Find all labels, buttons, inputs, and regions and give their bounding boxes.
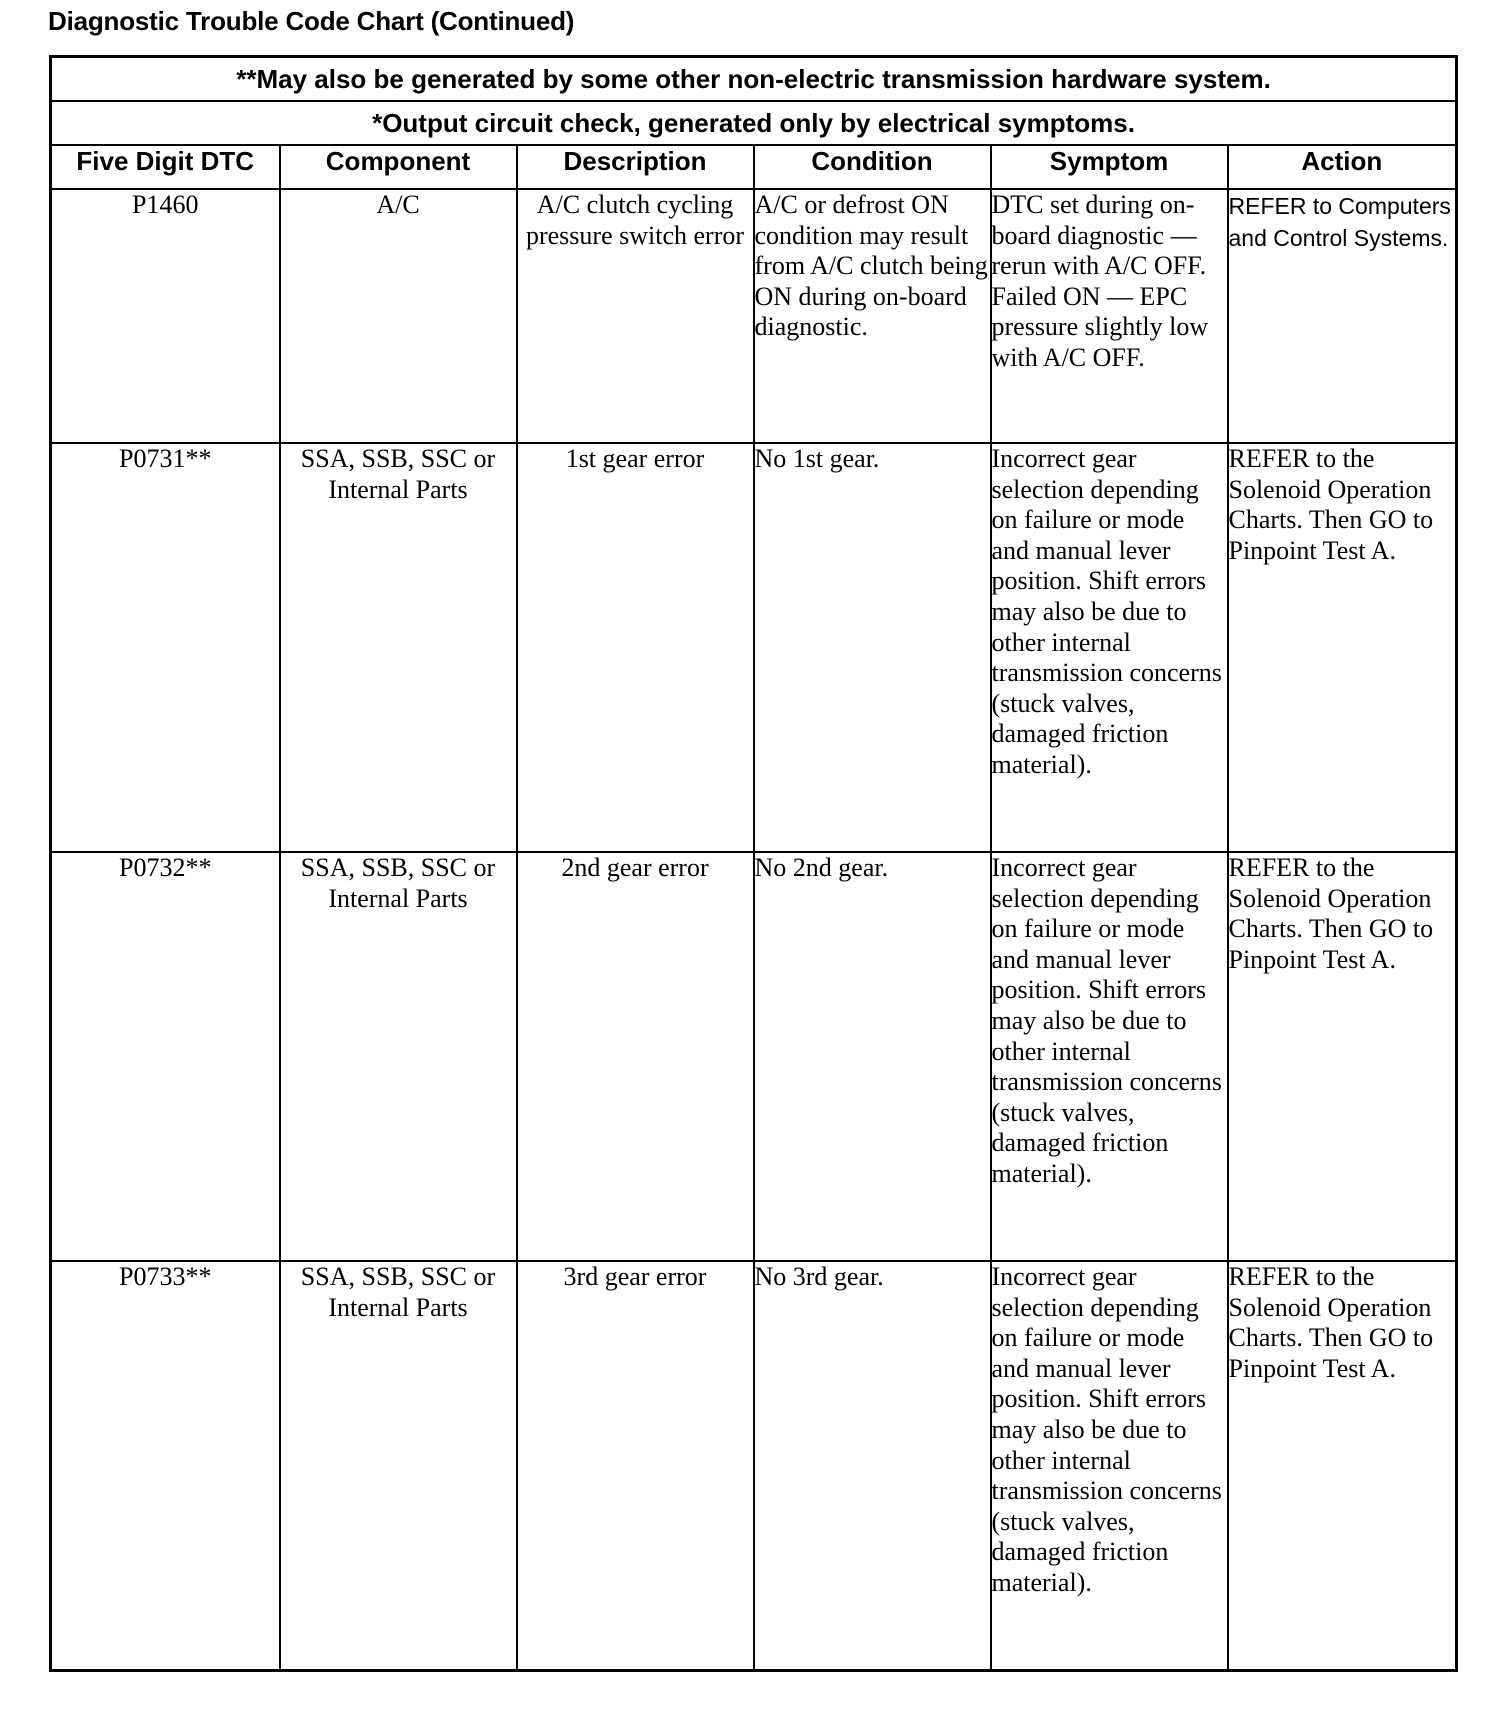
table-row [51,852,1457,1261]
dtc-code-cell: P0731** [51,443,280,852]
header-action: Action [1228,145,1457,189]
action-cell: REFER to the Solenoid Operation Charts. Then GO to Pinpoint Test A. [1228,852,1457,1261]
condition-cell: A/C or defrost ON condition may result from A/C clutch being ON during on-board diagnostic. [754,189,991,443]
header-symptom: Symptom [991,145,1228,189]
page-title: Diagnostic Trouble Code Chart (Continued) [48,6,575,36]
condition-cell: No 3rd gear. [754,1261,991,1671]
table-row [51,1261,1457,1671]
dtc-code-cell: P0733** [51,1261,280,1671]
description-cell: 3rd gear error [517,1261,754,1671]
table-row [51,443,1457,852]
table-note-hardware: **May also be generated by some other non-electric transmission hardware system. [51,57,1457,102]
header-component: Component [280,145,517,189]
header-description: Description [517,145,754,189]
dtc-table [49,55,1458,1672]
condition-cell: No 2nd gear. [754,852,991,1261]
note-row [51,57,1457,102]
component-cell: A/C [280,189,517,443]
symptom-cell: Incorrect gear selection depending on failure or mode and manual lever position. Shift errors may also be due to other internal transmission concerns (stuck valves, damaged friction material). [991,1261,1228,1671]
header-condition: Condition [754,145,991,189]
description-cell: 1st gear error [517,443,754,852]
description-cell: 2nd gear error [517,852,754,1261]
action-cell: REFER to the Solenoid Operation Charts. Then GO to Pinpoint Test A. [1228,443,1457,852]
component-cell: SSA, SSB, SSC or Internal Parts [280,1261,517,1671]
dtc-code-cell: P1460 [51,189,280,443]
condition-cell: No 1st gear. [754,443,991,852]
header-row [51,145,1457,189]
description-cell: A/C clutch cycling pressure switch error [517,189,754,443]
note-row [51,101,1457,145]
table-row [51,189,1457,443]
table-note-output-circuit: *Output circuit check, generated only by electrical symptoms. [51,101,1457,145]
dtc-code-cell: P0732** [51,852,280,1261]
symptom-cell: DTC set during on-board diagnostic — rerun with A/C OFF. Failed ON — EPC pressure slightly low with A/C OFF. [991,189,1228,443]
action-cell: REFER to Computers and Control Systems. [1228,189,1457,443]
action-cell: REFER to the Solenoid Operation Charts. Then GO to Pinpoint Test A. [1228,1261,1457,1671]
symptom-cell: Incorrect gear selection depending on failure or mode and manual lever position. Shift errors may also be due to other internal transmission concerns (stuck valves, damaged friction material). [991,852,1228,1261]
component-cell: SSA, SSB, SSC or Internal Parts [280,852,517,1261]
component-cell: SSA, SSB, SSC or Internal Parts [280,443,517,852]
symptom-cell: Incorrect gear selection depending on failure or mode and manual lever position. Shift errors may also be due to other internal transmission concerns (stuck valves, damaged friction material). [991,443,1228,852]
header-five-digit-dtc: Five Digit DTC [51,145,280,189]
